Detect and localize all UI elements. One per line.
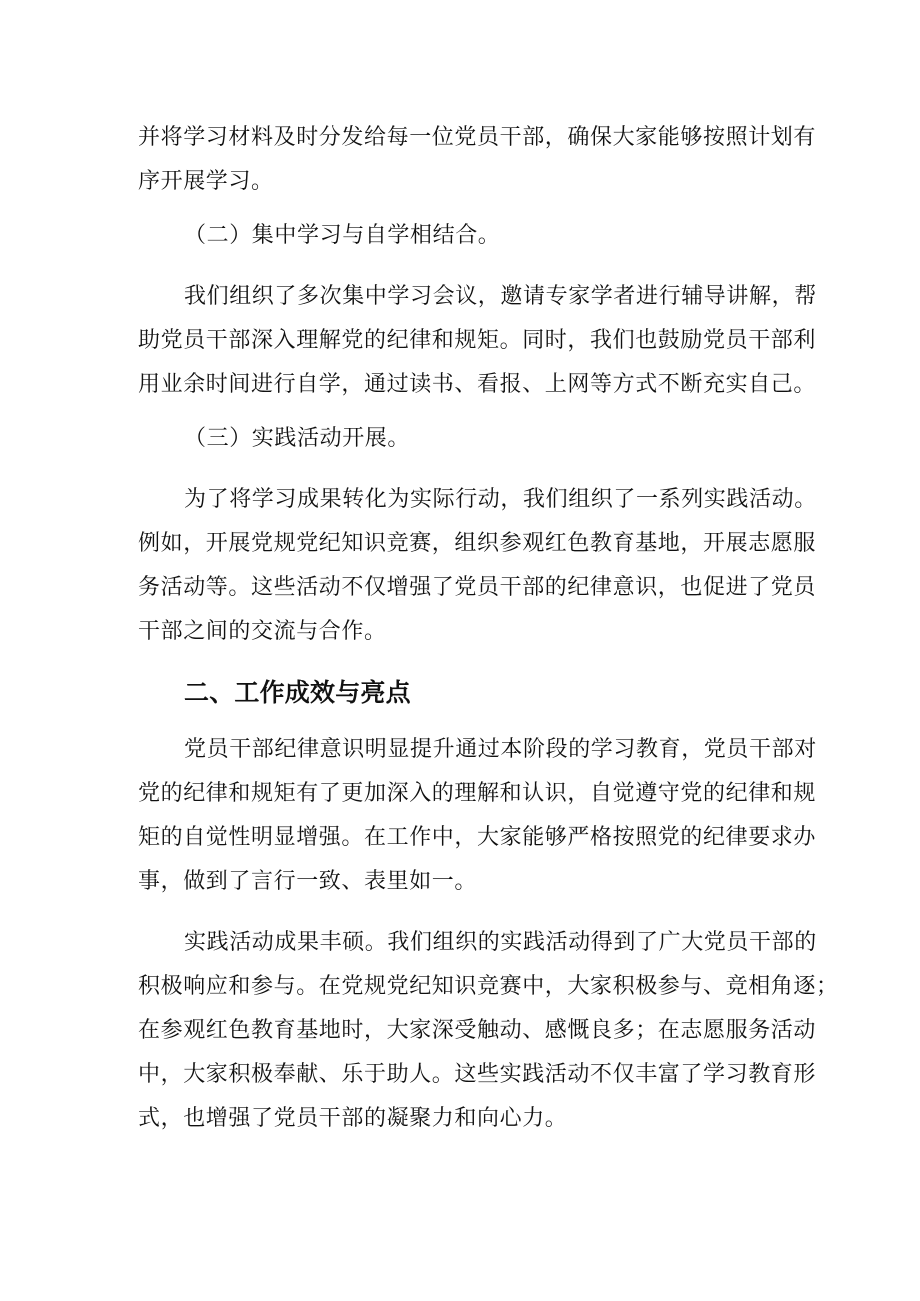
paragraph-4-line-4: 事，做到了言行一致、表里如一。	[138, 869, 478, 894]
paragraph-2-line-2: 助党员干部深入理解党的纪律和规矩。同时，我们也鼓励党员干部利	[138, 328, 817, 353]
paragraph-5-line-1: 实践活动成果丰硕。我们组织的实践活动得到了广大党员干部的	[184, 930, 817, 955]
section-heading: 二、工作成效与亮点	[184, 678, 411, 707]
paragraph-5-line-4: 中，大家积极奉献、乐于助人。这些实践活动不仅丰富了学习教育形	[138, 1062, 817, 1087]
paragraph-3-line-4: 干部之间的交流与合作。	[138, 619, 387, 644]
paragraph-3-line-3: 务活动等。这些活动不仅增强了党员干部的纪律意识，也促进了党员	[138, 575, 817, 600]
paragraph-1-line-2: 序开展学习。	[138, 169, 274, 194]
paragraph-5-line-5: 式，也增强了党员干部的凝聚力和向心力。	[138, 1106, 568, 1131]
paragraph-1-line-1: 并将学习材料及时分发给每一位党员干部，确保大家能够按照计划有	[138, 125, 817, 150]
paragraph-4-line-3: 矩的自觉性明显增强。在工作中，大家能够严格按照党的纪律要求办	[138, 825, 817, 850]
paragraph-4-line-2: 党的纪律和规矩有了更加深入的理解和认识，自觉遵守党的纪律和规	[138, 781, 817, 806]
subheading-3: （三）实践活动开展。	[184, 426, 411, 451]
paragraph-3-line-2: 例如，开展党规党纪知识竞赛，组织参观红色教育基地，开展志愿服	[138, 531, 817, 556]
paragraph-2-line-1: 我们组织了多次集中学习会议，邀请专家学者进行辅导讲解，帮	[184, 284, 817, 309]
paragraph-4-line-1: 党员干部纪律意识明显提升通过本阶段的学习教育，党员干部对	[184, 737, 817, 762]
paragraph-3-line-1: 为了将学习成果转化为实际行动，我们组织了一系列实践活动。	[184, 487, 817, 512]
paragraph-5-line-2: 积极响应和参与。在党规党纪知识竞赛中，大家积极参与、竞相角逐；	[138, 974, 839, 999]
subheading-2: （二）集中学习与自学相结合。	[184, 223, 501, 248]
paragraph-5-line-3: 在参观红色教育基地时，大家深受触动、感慨良多；在志愿服务活动	[138, 1018, 817, 1043]
paragraph-2-line-3: 用业余时间进行自学，通过读书、看报、上网等方式不断充实自己。	[138, 372, 817, 397]
